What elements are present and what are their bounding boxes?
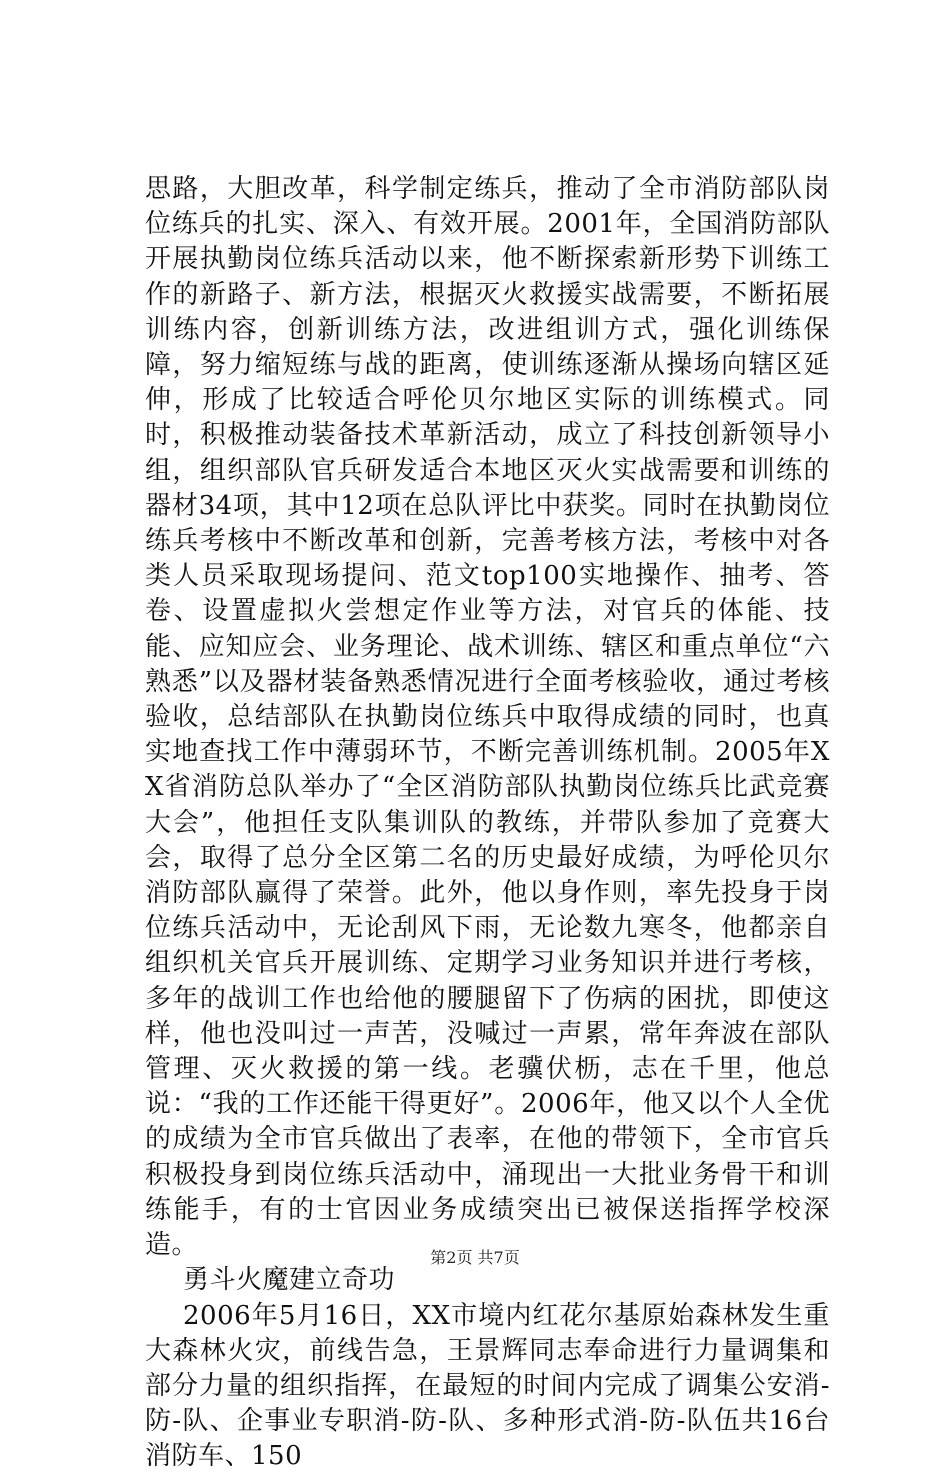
page-footer: 第2页 共7页	[430, 1248, 520, 1267]
body-text	[145, 172, 830, 1475]
paragraph-training: 思路，大胆改革，科学制定练兵，推动了全市消防部队岗位练兵的扎实、深入、有效开展。2001年，全国消防部队开展执勤岗位练兵活动以来，他不断探索新形势下训练工作的新路子、新方法，根据灭火救援实战需要，不断拓展训练内容，创新训练方法，改进组训方式，强化训练保障，努力缩短练与战的距离，使训练逐渐从操场向辖区延伸，形成了比较适合呼伦贝尔地区实际的训练模式。同时，积极推动装备技术革新活动，成立了科技创新领导小组，组织部队官兵研发适合本地区灭火实战需要和训练的器材34项，其中12项在总队评比中获奖。同时在执勤岗位练兵考核中不断改革和创新，完善考核方法，考核中对各类人员采取现场提问、范文top100实地操作、抽考、答卷、设置虚拟火尝想定作业等方法，对官兵的体能、技能、应知应会、业务理论、战术训练、辖区和重点单位“六熟悉”以及器材装备熟悉情况进行全面考核验收，通过考核验收，总结部队在执勤岗位练兵中取得成绩的同时，也真实地查找工作中薄弱环节，不断完善训练机制。2005年XX省消防总队举办了“全区消防部队执勤岗位练兵比武竞赛大会”，他担任支队集训队的教练，并带队参加了竞赛大会，取得了总分全区第二名的历史最好成绩，为呼伦贝尔消防部队赢得了荣誉。此外，他以身作则，率先投身于岗位练兵活动中，无论刮风下雨，无论数九寒冬，他都亲自组织机关官兵开展训练、定期学习业务知识并进行考核，多年的战训工作也给他的腰腿留下了伤病的困扰，即使这样，他也没叫过一声苦，没喊过一声累，常年奔波在部队管理、灭火救援的第一线。老骥伏枥，志在千里，他总说：“我的工作还能干得更好”。2006年，他又以个人全优的成绩为全市官兵做出了表率，在他的带领下，全市官兵积极投身到岗位练兵活动中，涌现出一大批业务骨干和训练能手，有的士官因业务成绩突出已被保送指挥学校深造。	[145, 174, 830, 1261]
section-heading: 勇斗火魔建立奇功	[183, 1265, 396, 1296]
paragraph-fire: 2006年5月16日，XX市境内红花尔基原始森林发生重大森林火灾，前线告急，王景辉同志奉命进行力量调集和部分力量的组织指挥，在最短的时间内完成了调集公安消-防-队、企事业专职消-防-队、多种形式消-防-队伍共16台消防车、150	[145, 1300, 830, 1472]
